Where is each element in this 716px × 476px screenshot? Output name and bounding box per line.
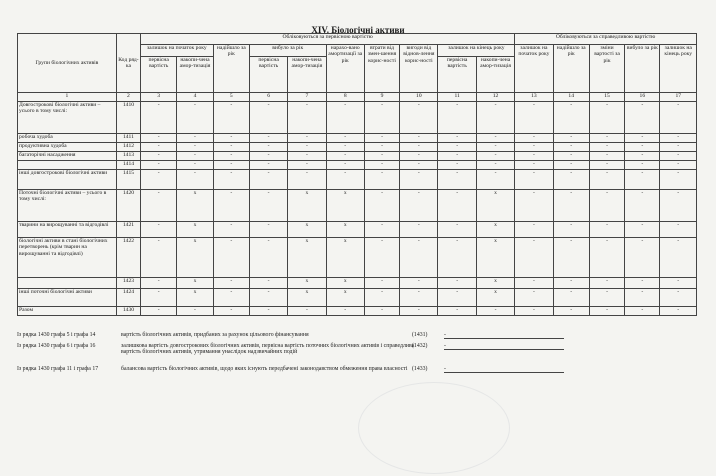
table-cell: - [288, 102, 326, 134]
table-cell: x [177, 289, 213, 307]
table-cell: - [326, 102, 364, 134]
column-number: 1 [18, 93, 117, 102]
header-impairment: втрати від змен-шення корис-ності [364, 45, 399, 93]
table-cell: - [553, 134, 589, 143]
header-group: Групи біологічних активів [18, 34, 117, 93]
table-cell: - [288, 143, 326, 152]
table-cell: - [476, 161, 514, 170]
table-cell: - [625, 289, 660, 307]
header-start-balance: залишок на початок року [141, 45, 214, 57]
row-label: Довгострокові біологічні активи – усього в тому числі: [18, 102, 117, 134]
header-received: надійшло за рік [213, 45, 249, 93]
table-cell: - [400, 289, 438, 307]
table-row [18, 289, 697, 307]
table-cell: - [625, 238, 660, 278]
table-cell: - [589, 161, 624, 170]
table-cell: - [438, 152, 476, 161]
table-cell: - [660, 222, 697, 238]
header-disposed: вибуло за рік [249, 45, 326, 57]
table-cell: - [553, 102, 589, 134]
table-cell: x [177, 222, 213, 238]
table-cell: x [476, 289, 514, 307]
row-code: 1415 [116, 170, 140, 190]
table-cell: - [438, 161, 476, 170]
table-cell: - [438, 102, 476, 134]
table-cell: - [625, 278, 660, 289]
table-cell: - [400, 307, 438, 316]
row-code: 1412 [116, 143, 140, 152]
table-cell: - [177, 161, 213, 170]
table-cell: - [400, 161, 438, 170]
table-cell: - [625, 102, 660, 134]
table-cell: x [326, 222, 364, 238]
table-cell: - [400, 190, 438, 222]
table-cell: - [141, 102, 177, 134]
table-cell: x [326, 190, 364, 222]
table-cell: - [213, 152, 249, 161]
table-cell: - [589, 278, 624, 289]
column-number-row [18, 93, 697, 102]
section-title: XIV. Біологічні активи [311, 25, 405, 35]
footnote-ref: Із рядка 1430 графа 6 і графа 16 [17, 343, 96, 349]
table-cell: - [515, 190, 553, 222]
footnote-code: (1431) [412, 332, 428, 338]
table-cell: - [476, 102, 514, 134]
table-cell: - [141, 143, 177, 152]
header-end-initial: первісна вартість [438, 57, 476, 93]
table-cell: - [553, 152, 589, 161]
table-cell: - [589, 143, 624, 152]
table-cell: - [438, 170, 476, 190]
row-code: 1411 [116, 134, 140, 143]
footnotes [17, 332, 697, 382]
table-cell: x [326, 238, 364, 278]
header-fair-received: надійшло за рік [553, 45, 589, 93]
table-cell: - [326, 143, 364, 152]
table-cell: - [141, 238, 177, 278]
table-cell: - [326, 152, 364, 161]
table-cell: - [476, 170, 514, 190]
column-number: 17 [660, 93, 697, 102]
footnote-text: балансова вартість біологічних активів, щодо яких існують передбачені законодавством обмеження права власності [121, 366, 408, 372]
table-cell: - [400, 170, 438, 190]
table-cell: - [249, 278, 287, 289]
table-row [18, 278, 697, 289]
table-cell: - [364, 152, 399, 161]
table-cell: - [177, 143, 213, 152]
table-cell: - [364, 238, 399, 278]
table-cell: - [589, 170, 624, 190]
footnote-code: (1433) [412, 366, 428, 372]
table-cell: - [249, 161, 287, 170]
table-cell: - [400, 134, 438, 143]
footnote-line [17, 343, 697, 366]
column-number: 12 [476, 93, 514, 102]
footnote-line [17, 366, 697, 382]
table-row [18, 161, 697, 170]
table-cell: - [364, 289, 399, 307]
footnote-ref: Із рядка 1430 графа 11 і графа 17 [17, 366, 99, 372]
table-row [18, 152, 697, 161]
table-cell: x [288, 238, 326, 278]
column-number: 7 [288, 93, 326, 102]
table-cell: - [364, 278, 399, 289]
table-cell: x [476, 190, 514, 222]
header-fair-end: залишок на кінець року [660, 45, 697, 93]
faint-stamp [358, 382, 510, 474]
header-disp-amort: накопи-чена амор-тизація [288, 57, 326, 93]
table-cell: - [326, 170, 364, 190]
table-cell: - [364, 307, 399, 316]
table-cell: - [625, 190, 660, 222]
table-cell: - [249, 134, 287, 143]
row-code: 1423 [116, 278, 140, 289]
table-cell: - [326, 134, 364, 143]
table-cell: - [364, 143, 399, 152]
column-number: 4 [177, 93, 213, 102]
table-cell: - [438, 289, 476, 307]
table-cell: - [553, 161, 589, 170]
header-recovery: вигоди від віднов-лення корис-ності [400, 45, 438, 93]
table-cell: - [141, 278, 177, 289]
row-label: інші поточні біологічні активи [18, 289, 117, 307]
table-cell: - [141, 161, 177, 170]
table-cell: - [141, 170, 177, 190]
table-cell: - [364, 222, 399, 238]
header-end-amort: накопи-чена амор-тизація [476, 57, 514, 93]
row-label: Поточні біологічні активи – усього в тому числі: [18, 190, 117, 222]
table-row [18, 307, 697, 316]
row-code: 1422 [116, 238, 140, 278]
table-cell: - [589, 289, 624, 307]
table-row [18, 170, 697, 190]
row-label: Разом [18, 307, 117, 316]
table-cell: - [660, 289, 697, 307]
table-cell: - [476, 152, 514, 161]
table-cell: - [438, 278, 476, 289]
table-cell: - [438, 307, 476, 316]
table-cell: - [553, 238, 589, 278]
table-cell: - [553, 278, 589, 289]
table-cell: - [249, 190, 287, 222]
row-code: 1421 [116, 222, 140, 238]
table-row [18, 190, 697, 222]
row-code: 1424 [116, 289, 140, 307]
table-cell: x [326, 289, 364, 307]
row-label [18, 161, 117, 170]
row-code: 1430 [116, 307, 140, 316]
table-cell: - [515, 161, 553, 170]
table-cell: - [515, 170, 553, 190]
table-cell: - [213, 238, 249, 278]
row-label: продуктивна худоба [18, 143, 117, 152]
table-cell: x [476, 222, 514, 238]
table-cell: - [249, 289, 287, 307]
column-number: 10 [400, 93, 438, 102]
table-cell: - [515, 307, 553, 316]
row-label: тварини на вирощуванні та відгодівлі [18, 222, 117, 238]
table-cell: - [515, 222, 553, 238]
table-cell: - [141, 190, 177, 222]
footnote-ref: Із рядка 1430 графа 5 і графа 14 [17, 332, 96, 338]
table-cell: - [660, 102, 697, 134]
table-cell: - [213, 190, 249, 222]
table-cell: - [177, 307, 213, 316]
table-cell: - [288, 307, 326, 316]
column-number: 8 [326, 93, 364, 102]
header-initial-cost-group: Обліковуються за первісною вартістю [141, 34, 515, 45]
column-number: 16 [625, 93, 660, 102]
table-cell: - [288, 161, 326, 170]
table-cell: - [177, 152, 213, 161]
table-cell: - [141, 152, 177, 161]
table-cell: - [438, 143, 476, 152]
table-cell: - [625, 152, 660, 161]
table-cell: - [249, 152, 287, 161]
row-code: 1414 [116, 161, 140, 170]
table-cell: - [553, 307, 589, 316]
footnote-text: залишкова вартість довгострокових біологічних активів, первісна вартість поточних біологічних активів і справедлива вартість біологічних активів, утримання унаслідок надзвичайних подій [121, 343, 415, 355]
row-label: інші довгострокові біологічні активи [18, 170, 117, 190]
biological-assets-table [17, 33, 697, 316]
table-cell: - [400, 152, 438, 161]
table-cell: - [438, 190, 476, 222]
table-cell: - [625, 143, 660, 152]
table-cell: - [515, 134, 553, 143]
table-cell: x [288, 289, 326, 307]
footnote-value: - [444, 366, 564, 373]
row-code: 1410 [116, 102, 140, 134]
table-cell: - [438, 238, 476, 278]
table-cell: - [249, 222, 287, 238]
column-number: 11 [438, 93, 476, 102]
table-cell: - [400, 143, 438, 152]
table-cell: x [177, 278, 213, 289]
header-disp-initial: первісна вартість [249, 57, 287, 93]
table-cell: - [213, 170, 249, 190]
table-cell: x [476, 238, 514, 278]
table-cell: - [177, 170, 213, 190]
table-cell: - [553, 289, 589, 307]
table-cell: - [589, 238, 624, 278]
table-cell: x [177, 190, 213, 222]
table-cell: - [515, 289, 553, 307]
table-cell: - [213, 307, 249, 316]
table-cell: - [515, 238, 553, 278]
table-cell: - [515, 152, 553, 161]
table-cell: - [660, 134, 697, 143]
table-cell: - [177, 134, 213, 143]
table-cell: x [288, 278, 326, 289]
column-number: 15 [589, 93, 624, 102]
table-cell: - [141, 222, 177, 238]
table-cell: - [660, 278, 697, 289]
table-cell: x [288, 190, 326, 222]
header-fair-disposed: вибуло за рік [625, 45, 660, 93]
table-cell: - [326, 161, 364, 170]
table-cell: - [213, 102, 249, 134]
table-cell: - [141, 307, 177, 316]
table-cell: - [213, 278, 249, 289]
table-row [18, 143, 697, 152]
table-row [18, 238, 697, 278]
table-cell: - [213, 134, 249, 143]
column-number: 6 [249, 93, 287, 102]
row-label: багаторічні насадження [18, 152, 117, 161]
table-cell: - [288, 134, 326, 143]
table-cell: - [364, 102, 399, 134]
table-cell: - [515, 102, 553, 134]
table-cell: - [660, 238, 697, 278]
table-cell: - [660, 170, 697, 190]
table-cell: - [141, 134, 177, 143]
table-cell: - [400, 102, 438, 134]
table-cell: - [213, 161, 249, 170]
table-cell: - [589, 152, 624, 161]
table-cell: - [288, 152, 326, 161]
row-code: 1420 [116, 190, 140, 222]
table-cell: - [213, 143, 249, 152]
footnote-code: (1432) [412, 343, 428, 349]
table-cell: - [400, 278, 438, 289]
table-cell: - [400, 238, 438, 278]
header-fair-start: залишок на початок року [515, 45, 553, 93]
table-cell: - [660, 161, 697, 170]
footnote-text: вартість біологічних активів, придбаних за рахунок цільового фінансування [121, 332, 309, 338]
table-cell: - [625, 222, 660, 238]
table-cell: - [553, 170, 589, 190]
table-cell: - [625, 307, 660, 316]
table-cell: x [177, 238, 213, 278]
table-cell: - [249, 102, 287, 134]
table-cell: - [141, 289, 177, 307]
table-row [18, 134, 697, 143]
footnote-value: - [444, 343, 564, 350]
table-cell: x [326, 278, 364, 289]
table-cell: - [364, 190, 399, 222]
table-cell: - [660, 143, 697, 152]
table-cell: - [213, 289, 249, 307]
column-number: 3 [141, 93, 177, 102]
header-end-balance: залишок на кінець року [438, 45, 515, 57]
table-cell: - [589, 134, 624, 143]
table-cell: - [515, 278, 553, 289]
row-label: біологічні активи в стані біологічних перетворень (крім тварин на вирощуванні та відгодівлі) [18, 238, 117, 278]
table-cell: - [589, 222, 624, 238]
table-cell: - [249, 307, 287, 316]
table-cell: - [213, 222, 249, 238]
table-cell: - [249, 143, 287, 152]
table-row [18, 222, 697, 238]
table-cell: - [364, 161, 399, 170]
row-label: робоча худоба [18, 134, 117, 143]
table-cell: - [660, 152, 697, 161]
header-accum-amort: накопи-чена амор-тизація [177, 57, 213, 93]
header-fair-changes: зміни вартості за рік [589, 45, 624, 93]
table-cell: - [326, 307, 364, 316]
table-cell: - [249, 170, 287, 190]
table-cell: - [438, 134, 476, 143]
row-label [18, 278, 117, 289]
footnote-value: - [444, 332, 564, 339]
table-cell: - [589, 190, 624, 222]
table-cell: - [476, 307, 514, 316]
table-cell: - [589, 307, 624, 316]
header-initial-cost: первісна вартість [141, 57, 177, 93]
table-cell: - [625, 170, 660, 190]
table-cell: - [553, 222, 589, 238]
table-cell: - [177, 102, 213, 134]
header-amort-charged: нарахо-вано амортизації за рік [326, 45, 364, 93]
table-cell: x [288, 222, 326, 238]
table-cell: - [438, 222, 476, 238]
footnote-line [17, 332, 697, 343]
column-number: 2 [116, 93, 140, 102]
table-cell: - [364, 134, 399, 143]
table-cell: - [288, 170, 326, 190]
table-cell: - [400, 222, 438, 238]
table-cell: - [660, 307, 697, 316]
table-cell: - [249, 238, 287, 278]
column-number: 9 [364, 93, 399, 102]
table-cell: - [660, 190, 697, 222]
table-cell: x [476, 278, 514, 289]
table-cell: - [625, 134, 660, 143]
table-cell: - [589, 102, 624, 134]
column-number: 14 [553, 93, 589, 102]
column-number: 13 [515, 93, 553, 102]
table-row [18, 102, 697, 134]
column-number: 5 [213, 93, 249, 102]
table-cell: - [625, 161, 660, 170]
table-cell: - [515, 143, 553, 152]
table-cell: - [364, 170, 399, 190]
row-code: 1413 [116, 152, 140, 161]
table-cell: - [553, 190, 589, 222]
header-code: Код ряд-ка [116, 34, 140, 93]
header-fair-value-group: Обліковуються за справедливою вартістю [515, 34, 697, 45]
table-cell: - [553, 143, 589, 152]
table-cell: - [476, 134, 514, 143]
table-cell: - [476, 143, 514, 152]
